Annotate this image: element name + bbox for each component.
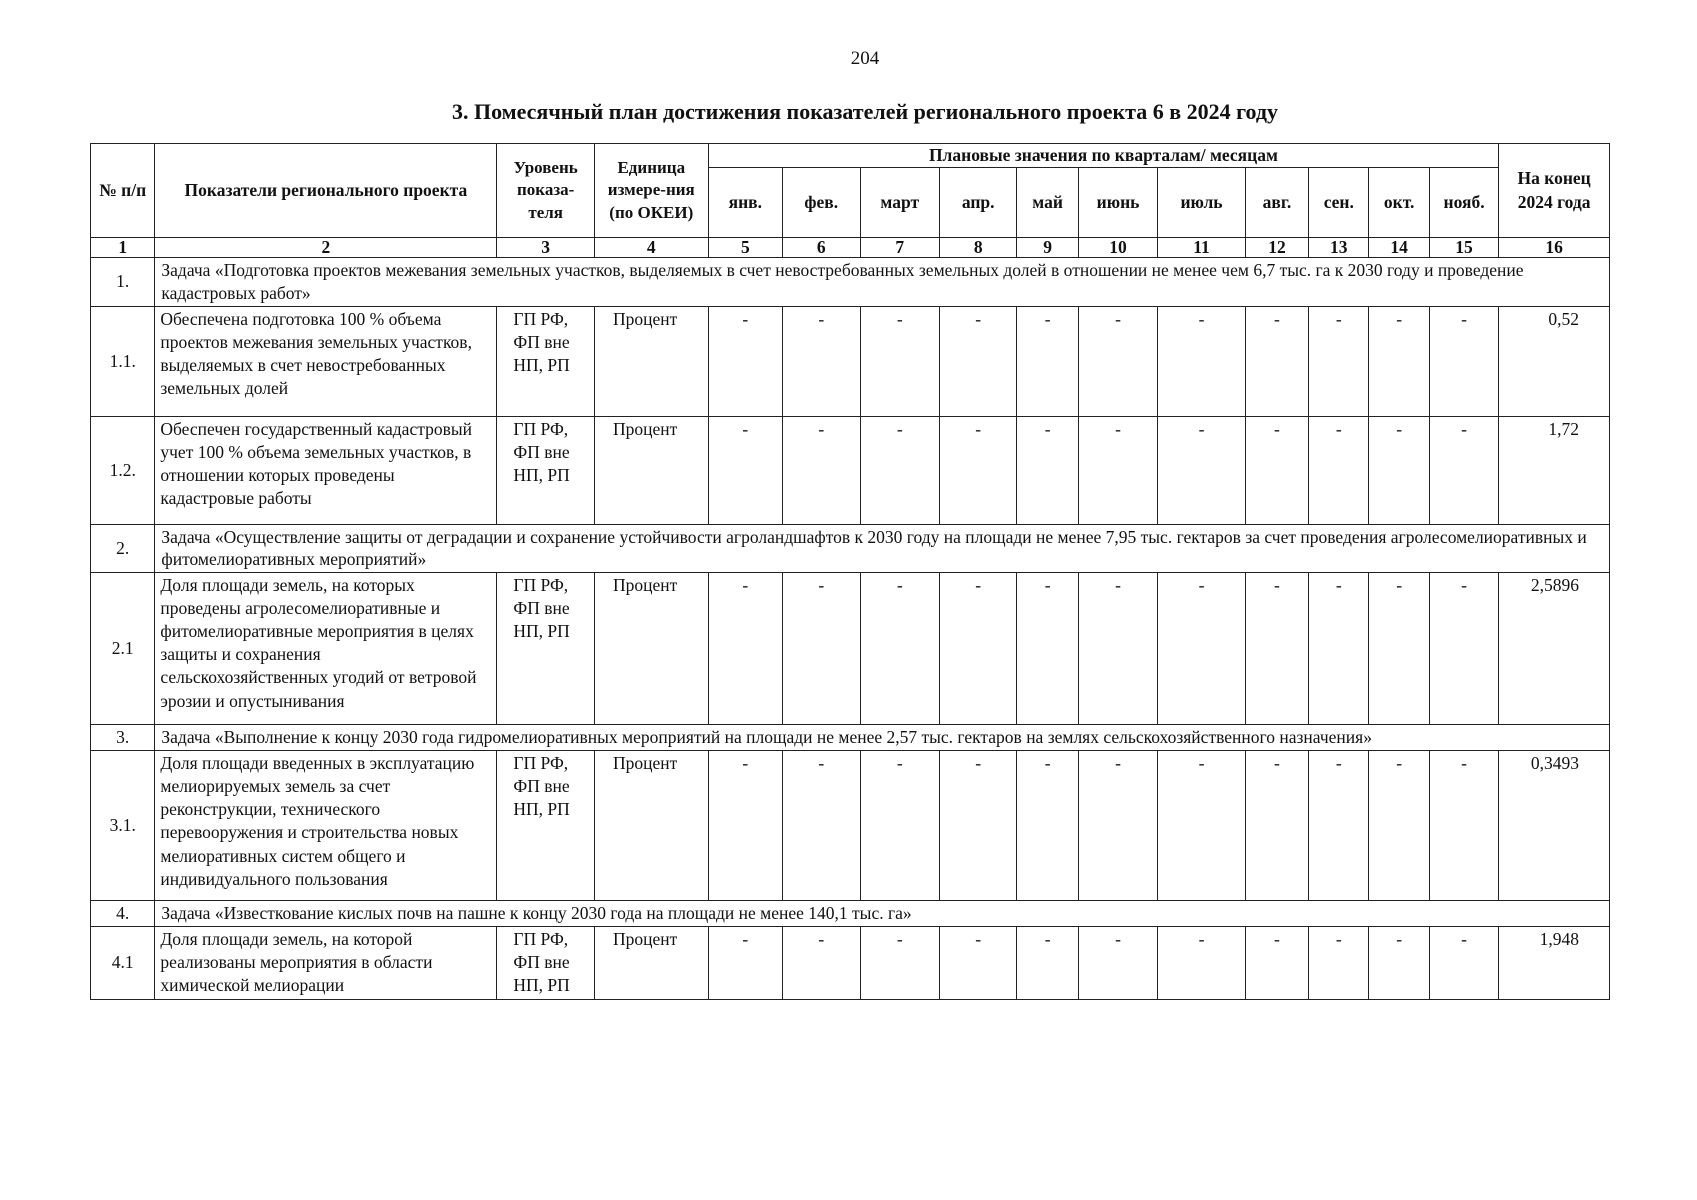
month-value: -	[783, 573, 860, 725]
month-value: -	[1017, 927, 1078, 999]
header-planned: Плановые значения по кварталам/ месяцам	[708, 144, 1499, 168]
month-value: -	[1245, 751, 1308, 901]
indicator-number: 1.2.	[91, 416, 155, 524]
month-value: -	[1429, 416, 1498, 524]
header-month: фев.	[783, 168, 860, 238]
year-end-value: 1,948	[1499, 927, 1610, 999]
indicator-level: ГП РФ, ФП вне НП, РП	[497, 751, 595, 901]
month-value: -	[783, 751, 860, 901]
indicator-unit: Процент	[594, 306, 708, 416]
month-value: -	[783, 306, 860, 416]
table-header	[91, 144, 1610, 258]
indicator-row	[91, 751, 1610, 901]
month-value: -	[783, 927, 860, 999]
header-month: авг.	[1245, 168, 1308, 238]
task-row	[91, 258, 1610, 307]
month-value: -	[1309, 416, 1369, 524]
header-month: июль	[1158, 168, 1246, 238]
month-value: -	[1309, 573, 1369, 725]
month-value: -	[1078, 751, 1157, 901]
indicator-number: 4.1	[91, 927, 155, 999]
month-value: -	[860, 751, 939, 901]
month-value: -	[708, 573, 782, 725]
task-text: Задача «Осуществление защиты от деградации и сохранение устойчивости агроландшафтов к 2030 году на площади не менее 7,95 тыс. гектаров за счет проведения агролесомелиоративных и фитомелиоративных мероприятий»	[155, 524, 1610, 573]
year-end-value: 2,5896	[1499, 573, 1610, 725]
task-text: Задача «Подготовка проектов межевания земельных участков, выделяемых в счет невостребованных земельных долей в отношении не менее чем 6,7 тыс. га к 2030 году и проведение кадастровых работ»	[155, 258, 1610, 307]
header-month: апр.	[939, 168, 1016, 238]
month-value: -	[1158, 416, 1246, 524]
header-month: март	[860, 168, 939, 238]
column-number: 8	[939, 238, 1016, 258]
page-number: 204	[850, 48, 880, 69]
column-number: 13	[1309, 238, 1369, 258]
month-value: -	[1429, 927, 1498, 999]
month-value: -	[1158, 573, 1246, 725]
task-row	[91, 901, 1610, 927]
plan-table	[90, 143, 1610, 1000]
indicator-row	[91, 573, 1610, 725]
month-value: -	[1369, 306, 1429, 416]
column-number: 4	[594, 238, 708, 258]
header-month: май	[1017, 168, 1078, 238]
month-value: -	[1429, 751, 1498, 901]
month-value: -	[1369, 416, 1429, 524]
column-number: 9	[1017, 238, 1078, 258]
month-value: -	[1078, 306, 1157, 416]
column-number: 3	[497, 238, 595, 258]
indicator-row	[91, 927, 1610, 999]
month-value: -	[1158, 927, 1246, 999]
column-number: 7	[860, 238, 939, 258]
month-value: -	[1245, 306, 1308, 416]
month-value: -	[1369, 927, 1429, 999]
month-value: -	[1429, 306, 1498, 416]
indicator-number: 3.1.	[91, 751, 155, 901]
indicator-level: ГП РФ, ФП вне НП, РП	[497, 573, 595, 725]
indicator-unit: Процент	[594, 927, 708, 999]
month-value: -	[1078, 573, 1157, 725]
month-value: -	[1017, 573, 1078, 725]
month-value: -	[1369, 573, 1429, 725]
indicator-number: 1.1.	[91, 306, 155, 416]
month-value: -	[783, 416, 860, 524]
indicator-unit: Процент	[594, 573, 708, 725]
header-month: янв.	[708, 168, 782, 238]
header-month: окт.	[1369, 168, 1429, 238]
header-unit: Единица измере-ния (по ОКЕИ)	[594, 144, 708, 238]
month-value: -	[1369, 751, 1429, 901]
task-text: Задача «Выполнение к концу 2030 года гидромелиоративных мероприятий на площади не менее 2,57 тыс. гектаров на землях сельскохозяйственного назначения»	[155, 725, 1610, 751]
month-value: -	[1078, 416, 1157, 524]
month-value: -	[860, 573, 939, 725]
task-number: 1.	[91, 258, 155, 307]
indicator-level: ГП РФ, ФП вне НП, РП	[497, 416, 595, 524]
indicator-unit: Процент	[594, 416, 708, 524]
table-body	[91, 258, 1610, 999]
indicator-name: Обеспечен государственный кадастровый учет 100 % объема земельных участков, в отношении которых проведены кадастровые работы	[155, 416, 497, 524]
header-num: № п/п	[91, 144, 155, 238]
column-number: 15	[1429, 238, 1498, 258]
month-value: -	[1158, 306, 1246, 416]
month-value: -	[939, 416, 1016, 524]
month-value: -	[1245, 573, 1308, 725]
month-value: -	[1309, 306, 1369, 416]
indicator-level: ГП РФ, ФП вне НП, РП	[497, 927, 595, 999]
header-end: На конец 2024 года	[1499, 144, 1610, 238]
task-row	[91, 725, 1610, 751]
month-value: -	[860, 416, 939, 524]
header-month: сен.	[1309, 168, 1369, 238]
month-value: -	[1017, 306, 1078, 416]
task-number: 4.	[91, 901, 155, 927]
month-value: -	[939, 573, 1016, 725]
indicator-name: Доля площади земель, на которой реализованы мероприятия в области химической мелиорации	[155, 927, 497, 999]
month-value: -	[708, 751, 782, 901]
indicator-name: Обеспечена подготовка 100 % объема проектов межевания земельных участков, выделяемых в счет невостребованных земельных долей	[155, 306, 497, 416]
header-level: Уровень показа-теля	[497, 144, 595, 238]
column-number: 16	[1499, 238, 1610, 258]
month-value: -	[939, 751, 1016, 901]
column-number: 2	[155, 238, 497, 258]
column-number: 5	[708, 238, 782, 258]
month-value: -	[708, 416, 782, 524]
year-end-value: 0,3493	[1499, 751, 1610, 901]
month-value: -	[939, 306, 1016, 416]
task-number: 2.	[91, 524, 155, 573]
month-value: -	[1078, 927, 1157, 999]
month-value: -	[1017, 416, 1078, 524]
column-number: 14	[1369, 238, 1429, 258]
indicator-level: ГП РФ, ФП вне НП, РП	[497, 306, 595, 416]
month-value: -	[860, 306, 939, 416]
column-number: 11	[1158, 238, 1246, 258]
task-row	[91, 524, 1610, 573]
header-month: нояб.	[1429, 168, 1498, 238]
month-value: -	[1158, 751, 1246, 901]
column-number: 6	[783, 238, 860, 258]
indicator-unit: Процент	[594, 751, 708, 901]
page-title: 3. Помесячный план достижения показателей регионального проекта 6 в 2024 году	[451, 99, 1279, 124]
task-number: 3.	[91, 725, 155, 751]
indicator-name: Доля площади земель, на которых проведены агролесомелиоративные и фитомелиоративные мероприятия в целях защиты и сохранения сельскохозяйственных угодий от ветровой эрозии и опустынивания	[155, 573, 497, 725]
column-number: 10	[1078, 238, 1157, 258]
indicator-name: Доля площади введенных в эксплуатацию мелиорируемых земель за счет реконструкции, технического перевооружения и строительства новых мелиоративных систем общего и индивидуального пользования	[155, 751, 497, 901]
indicator-number: 2.1	[91, 573, 155, 725]
month-value: -	[939, 927, 1016, 999]
month-value: -	[1309, 751, 1369, 901]
year-end-value: 1,72	[1499, 416, 1610, 524]
month-value: -	[1309, 927, 1369, 999]
month-value: -	[1429, 573, 1498, 725]
year-end-value: 0,52	[1499, 306, 1610, 416]
indicator-row	[91, 416, 1610, 524]
column-number: 1	[91, 238, 155, 258]
month-value: -	[1245, 416, 1308, 524]
header-indicator: Показатели регионального проекта	[155, 144, 497, 238]
month-value: -	[1245, 927, 1308, 999]
month-value: -	[708, 927, 782, 999]
month-value: -	[860, 927, 939, 999]
indicator-row	[91, 306, 1610, 416]
column-number: 12	[1245, 238, 1308, 258]
month-value: -	[1017, 751, 1078, 901]
task-text: Задача «Известкование кислых почв на пашне к концу 2030 года на площади не менее 140,1 тыс. га»	[155, 901, 1610, 927]
month-value: -	[708, 306, 782, 416]
header-month: июнь	[1078, 168, 1157, 238]
